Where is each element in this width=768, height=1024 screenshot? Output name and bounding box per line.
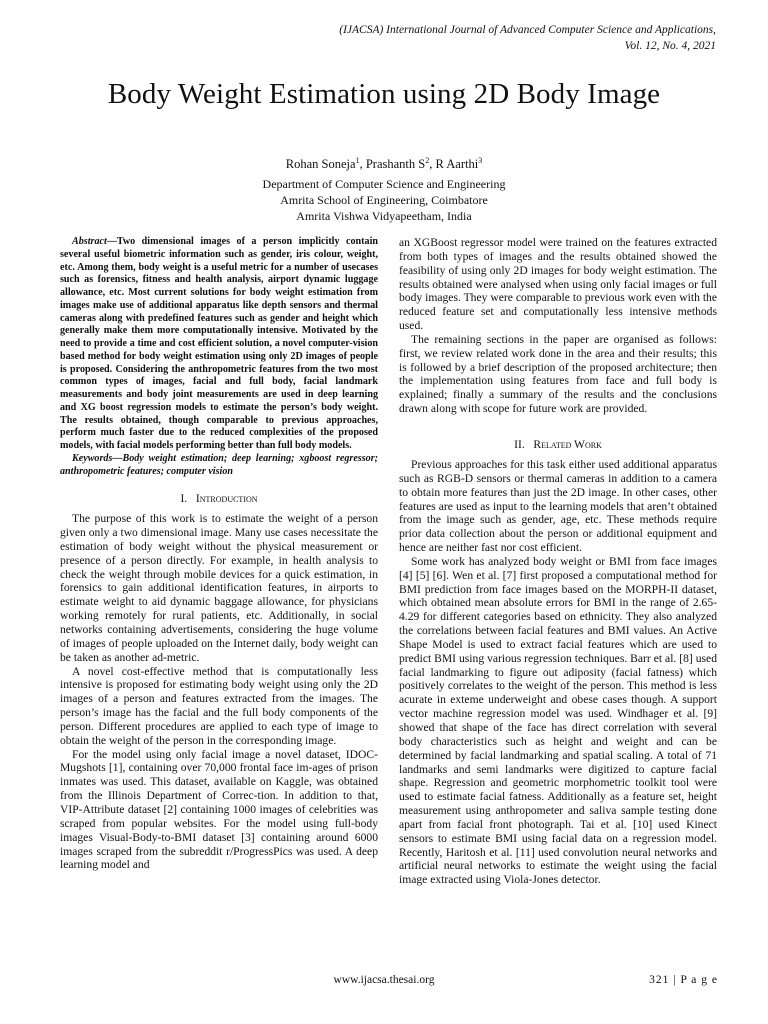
author-1: Rohan Soneja: [285, 157, 356, 171]
author-3-mark: 3: [478, 155, 483, 165]
paper-title: Body Weight Estimation using 2D Body Image: [107, 78, 661, 110]
paragraph: For the model using only facial image a novel dataset, IDOC-Mugshots [1], containing over 70,000 frontal face im-ages of prison inmates was used. This dataset, available on Kaggle, was obtained from the Illinois Department of Correc-tion. In addition to that, VIP-Attribute dataset [2] containing 1000 images of celebrities was scraped from popular websites. For the model using full-body images Visual-Body-to-BMI dataset [3] containing around 6000 images scraped from the subreddit r/ProgressPics was used. A deep learning model and: [60, 747, 378, 872]
volume-header: Vol. 12, No. 4, 2021: [624, 40, 716, 52]
affiliation-school: Amrita School of Engineering, Coimbatore: [280, 193, 488, 207]
right-column: [399, 236, 717, 887]
section-number: I.: [180, 492, 188, 506]
paragraph: Previous approaches for this task either used additional apparatus such as RGB-D sensors or thermal cameras in addition to a camera to obtain more features than just the 2D image. In other cases, other features are used as input to the learning models that aren’t obtained from the image such as gender, age, etc. These methods require prior data collection about the person or additional equipment and hence are neither fast nor cost efficient.: [399, 457, 717, 555]
keywords: Keywords—Body weight estimation; deep learning; xgboost regressor; anthropometric features; computer vision: [60, 452, 378, 477]
abstract-text: —Two dimensional images of a person implicitly contain several useful biometric information such as gender, iris colour, weight, etc. Among them, body weight is a useful metric for a number of usecases such as forensics, fitness and health analysis, airport dynamic luggage allowance, etc. Most current solutions for body weight estimation from images make use of additional apparatus like depth sensors and thermal cameras along with predefined features such as gender and height which generally make them more computationally intensive. Motivated by the need to provide a time and cost efficient solution, a novel computer-vision based method for body weight estimation using only 2D images of people is proposed. Considering the anthropometric features from the two most common types of images, facial and full body, facial landmark measurements and body joint measurements are used in deep learning and XG boost regression models to estimate the person’s body weight. The results obtained, though comparable to previous approaches, perform much faster due to the reduced complexities of the proposed models, with facial models performing better than full body models.: [60, 236, 378, 451]
abstract-lead: Abstract: [72, 236, 107, 247]
paragraph: Some work has analyzed body weight or BMI from face images [4] [5] [6]. Wen et al. [7] first proposed a computational method for BMI prediction from face images based on the MORPH-II dataset, which obtained mean absolute errors for BMI in the range of 2.65-4.29 for different categories based on ethnicity. They also analyzed the correlations between facial features and BMI values. An Active Shape Model is used to extract facial features which are used to predict BMI using various regression techniques. Barr et al. [8] used facial landmarking to figure out adiposity (facial fatness) which positively correlates to the weight of the person. This method is less acurate in exteme underweight and obese cases though. A support vector machine regression model was used. Windhager et al. [9] showed that shape of the face has direct correlation with several body characteristics such as height and weight and can be determined by facial landmarking and spatial scaling. A total of 71 landmarks and semi landmarks were digitized to capture facial shape. Regression and geometric morphometric toolkit tool were used to estimate facial fatness. Additionally as a feature set, height measurement using anthropometer and saliva sample testing done apart from facial front photograph. Tai et al. [10] used Kinect sensors to estimate BMI using facial data on a regression model. Recently, Haritosh et al. [11] used convolution neural networks and artificial neural networks to estimate the weight using the facial image extracted using Viola-Jones detector.: [399, 554, 717, 887]
author-3: R Aarthi: [435, 157, 479, 171]
affiliation-department: Department of Computer Science and Engineering: [262, 177, 506, 191]
footer-url: www.ijacsa.thesai.org: [333, 974, 435, 986]
paragraph: The remaining sections in the paper are organised as follows: first, we review related work done in the area and their results; this is followed by a brief description of the proposed architecture; then the implementation using features from face and full body is explained; finally a summary of the results and the conclusions drawn along with scope for future work are provided.: [399, 332, 717, 416]
left-column: [60, 236, 378, 872]
journal-header: (IJACSA) International Journal of Advanced Computer Science and Applications,: [339, 24, 716, 36]
paragraph: A novel cost-effective method that is computationally less intensive is proposed for estimating body weight using only the 2D images of a person and features extracted from the images. The person’s image has the facial and the full body components of the person. Different procedures are applied to each type of image to obtain the weight of the person in the corresponding image.: [60, 664, 378, 747]
author-1-mark: 1: [355, 155, 360, 165]
page-number: 321 | P a g e: [649, 974, 718, 986]
section-heading-introduction: [60, 492, 378, 506]
section-number: II.: [514, 437, 525, 451]
section-heading-related-work: [399, 438, 717, 452]
section-title: Introduction: [195, 492, 258, 506]
affiliation-university: Amrita Vishwa Vidyapeetham, India: [296, 209, 472, 223]
author-2: Prashanth S: [365, 157, 426, 171]
paragraph: The purpose of this work is to estimate the weight of a person given only a two dimensional image. Many use cases necessitate the estimation of body weight without the physical measurement or presence of a person directly. For example, in health analysis to check the weight through mobile devices for a quick estimation, in forensics to gain additional identification features, in airports to estimate weight to aid dynamic baggage allowance, for physicians working remotely for rural patients, etc. Additionally, in social networks containing advertisements, considering the huge volume of images of people uploaded on the Internet daily, body weight can be taken as another ad-metric.: [60, 512, 378, 664]
author-2-mark: 2: [425, 155, 430, 165]
section-title: Related Work: [533, 437, 602, 451]
paragraph: an XGBoost regressor model were trained on the features extracted from both types of images and the results obtained showed the feasibility of using only 2D images for body weight estimation. The results obtained were analysed when using only facial images or full body images. They were comparable to previous work even with the reduced feature set and computationally less intensive methods used.: [399, 236, 717, 333]
abstract: [60, 236, 378, 453]
author-list: Rohan Soneja$^1$, Prashanth $S^2$, R Aarthi$^3$: [285, 155, 483, 171]
